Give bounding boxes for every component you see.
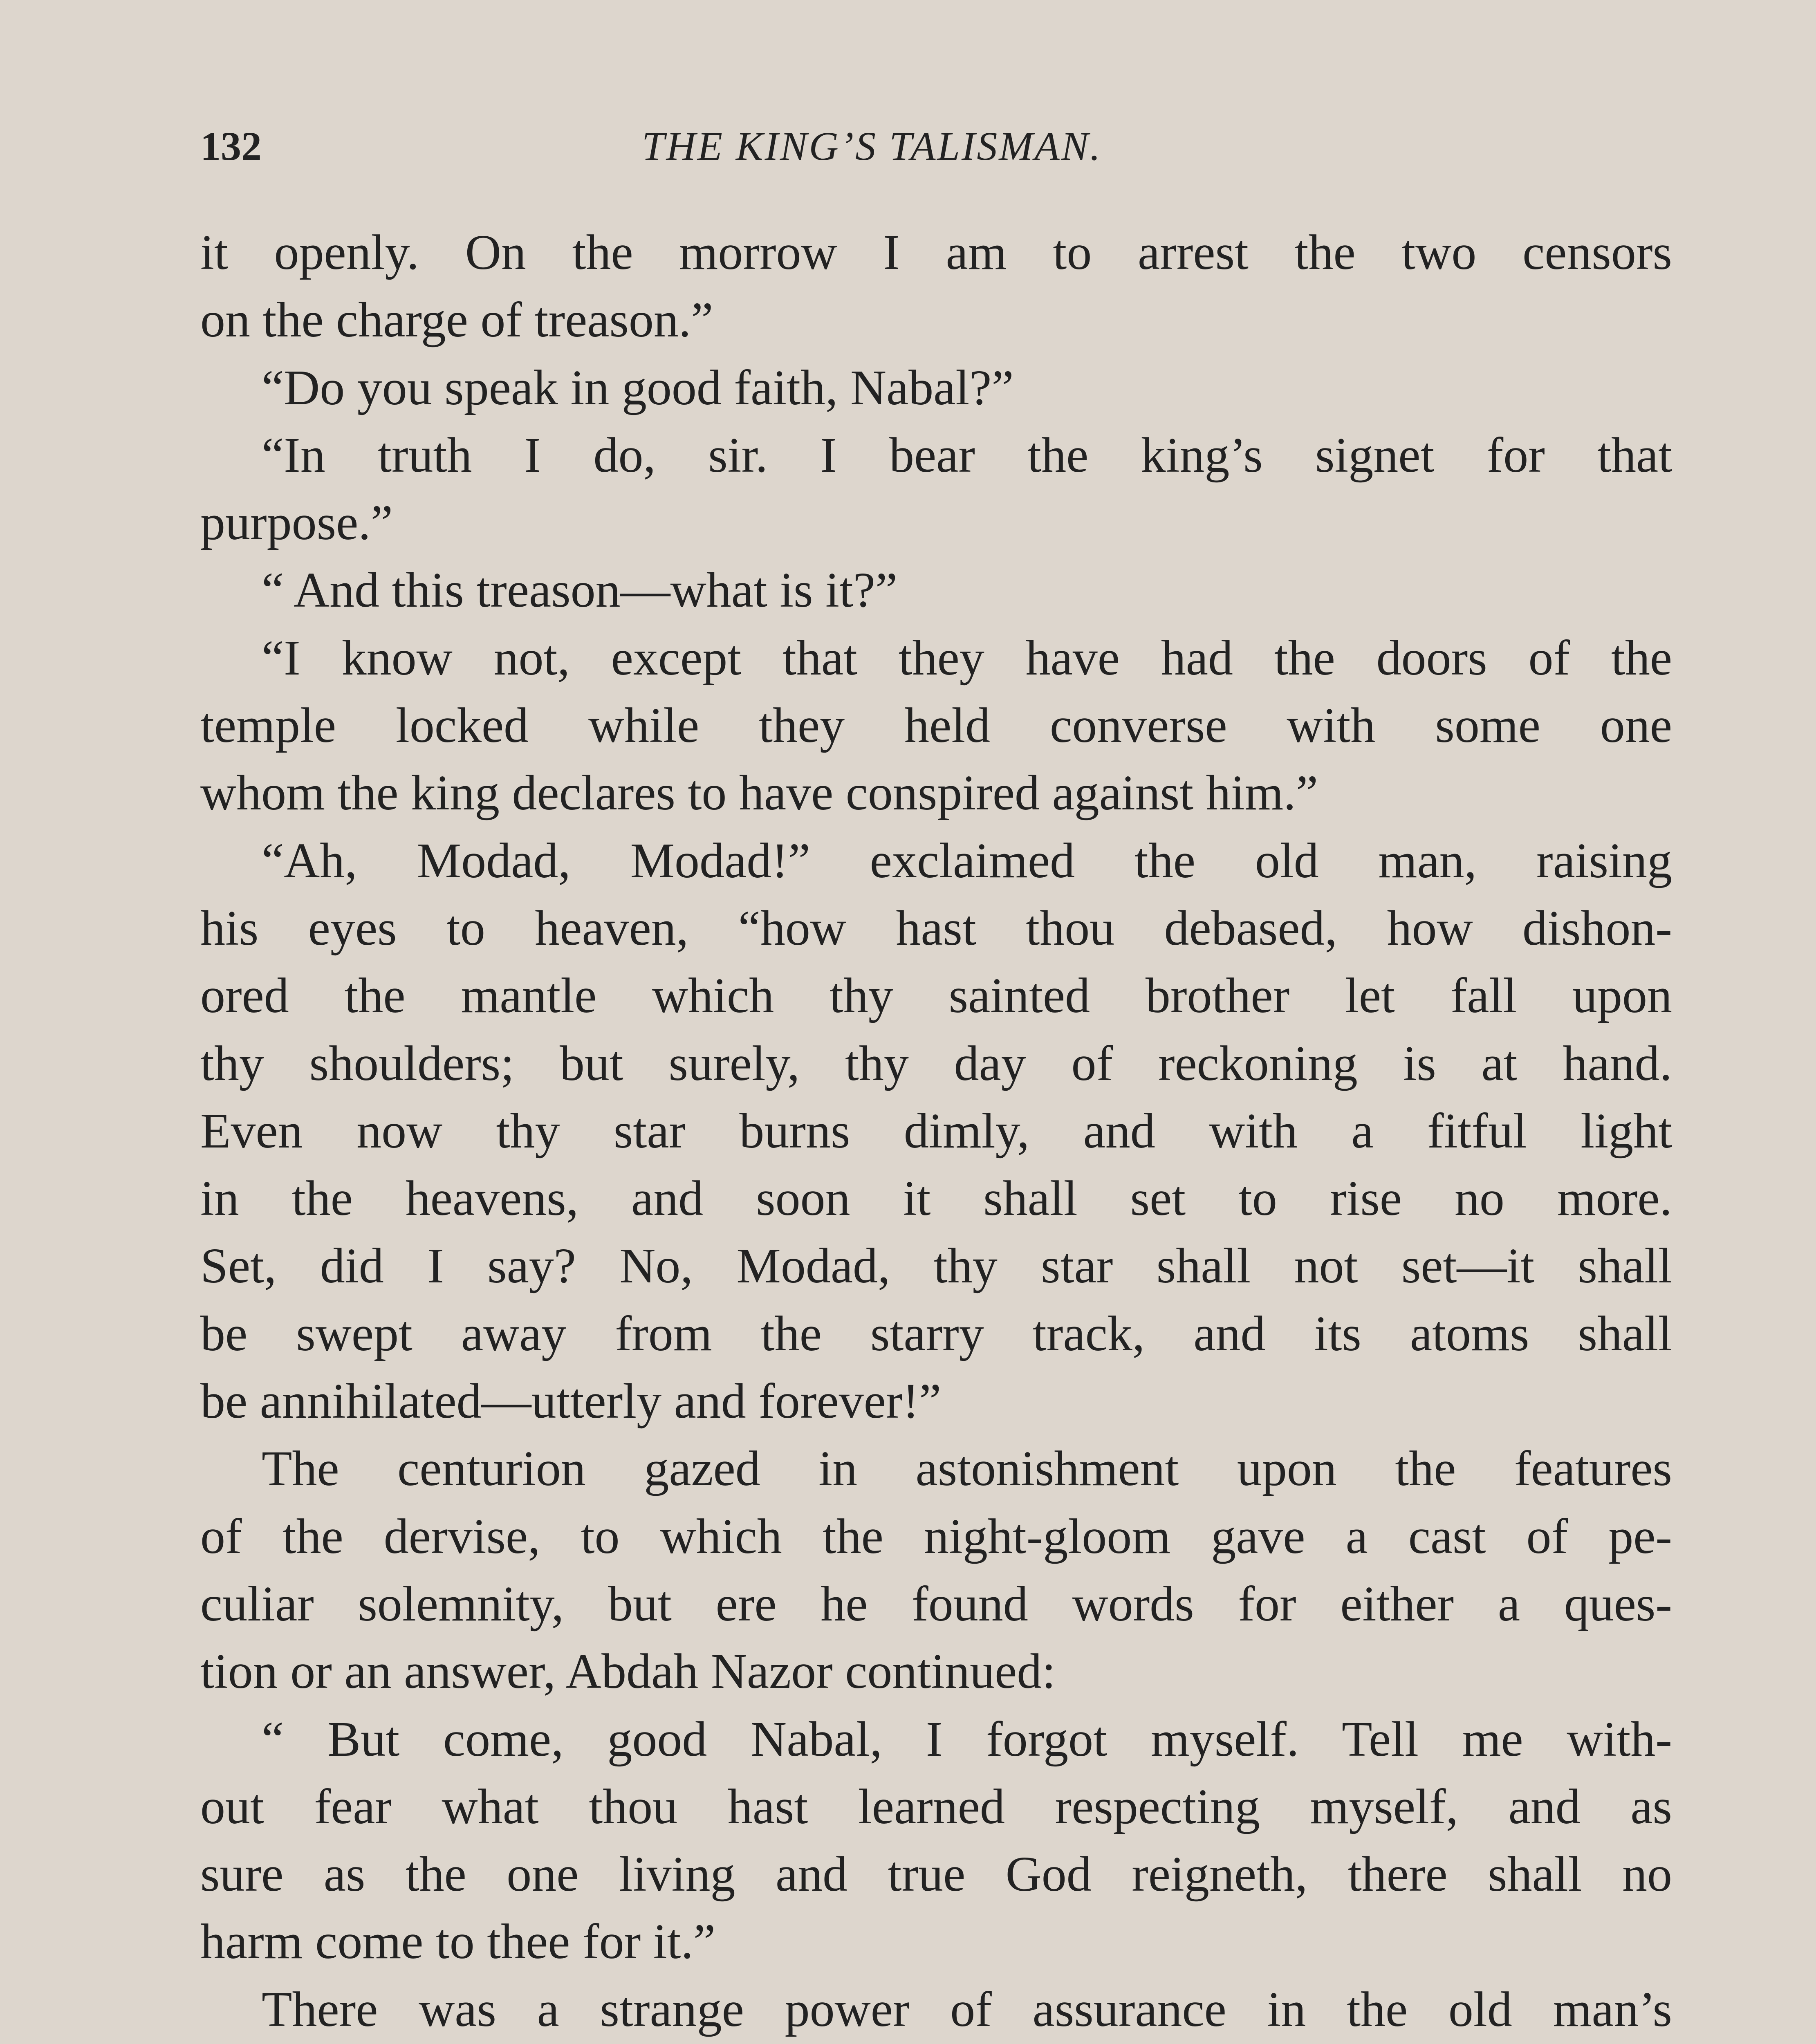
- text-line: There was a strange power of assurance in the old man’s: [262, 1981, 1672, 2037]
- running-head: THE KING’S TALISMAN.: [642, 123, 1102, 169]
- text-line: be swept away from the starry track, and its atoms shall: [200, 1306, 1672, 1361]
- text-line: “I know not, except that they have had the doors of the: [262, 630, 1672, 686]
- text-line: temple locked while they held converse with some one: [200, 698, 1672, 753]
- text-line: “Do you speak in good faith, Nabal?”: [262, 360, 1014, 415]
- text-line: be annihilated—utterly and forever!”: [200, 1374, 942, 1429]
- text-line: Even now thy star burns dimly, and with a fitful light: [200, 1103, 1672, 1159]
- text-line: “Ah, Modad, Modad!” exclaimed the old man, raising: [262, 833, 1672, 888]
- text-line: harm come to thee for it.”: [200, 1914, 716, 1970]
- text-line: out fear what thou hast learned respecting myself, and as: [200, 1779, 1672, 1834]
- page-header: [200, 123, 1672, 180]
- text-line: sure as the one living and true God reigneth, there shall no: [200, 1847, 1672, 1902]
- text-line: thy shoulders; but surely, thy day of reckoning is at hand.: [200, 1035, 1672, 1091]
- text-line: “ But come, good Nabal, I forgot myself. Tell me with-: [262, 1711, 1672, 1767]
- text-line: “In truth I do, sir. I bear the king’s signet for that: [262, 427, 1672, 483]
- text-line: The centurion gazed in astonishment upon the features: [262, 1441, 1672, 1497]
- text-line: culiar solemnity, but ere he found words for either a ques-: [200, 1576, 1672, 1632]
- page-number: 132: [200, 123, 262, 169]
- text-line: “ And this treason—what is it?”: [262, 563, 898, 618]
- text-line: tion or an answer, Abdah Nazor continued:: [200, 1644, 1056, 1699]
- text-line: his eyes to heaven, “how hast thou debased, how dishon-: [200, 900, 1672, 956]
- text-line: Set, did I say? No, Modad, thy star shall not set—it shall: [200, 1238, 1672, 1294]
- body-text: [200, 219, 1672, 2044]
- text-line: of the dervise, to which the night-gloom gave a cast of pe-: [200, 1508, 1672, 1564]
- text-line: purpose.”: [200, 495, 393, 551]
- text-line: it openly. On the morrow I am to arrest the two censors: [200, 225, 1672, 280]
- text-line: on the charge of treason.”: [200, 292, 713, 348]
- text-line: ored the mantle which thy sainted brother let fall upon: [200, 968, 1672, 1024]
- text-line: in the heavens, and soon it shall set to rise no more.: [200, 1171, 1672, 1226]
- text-line: whom the king declares to have conspired against him.”: [200, 765, 1318, 821]
